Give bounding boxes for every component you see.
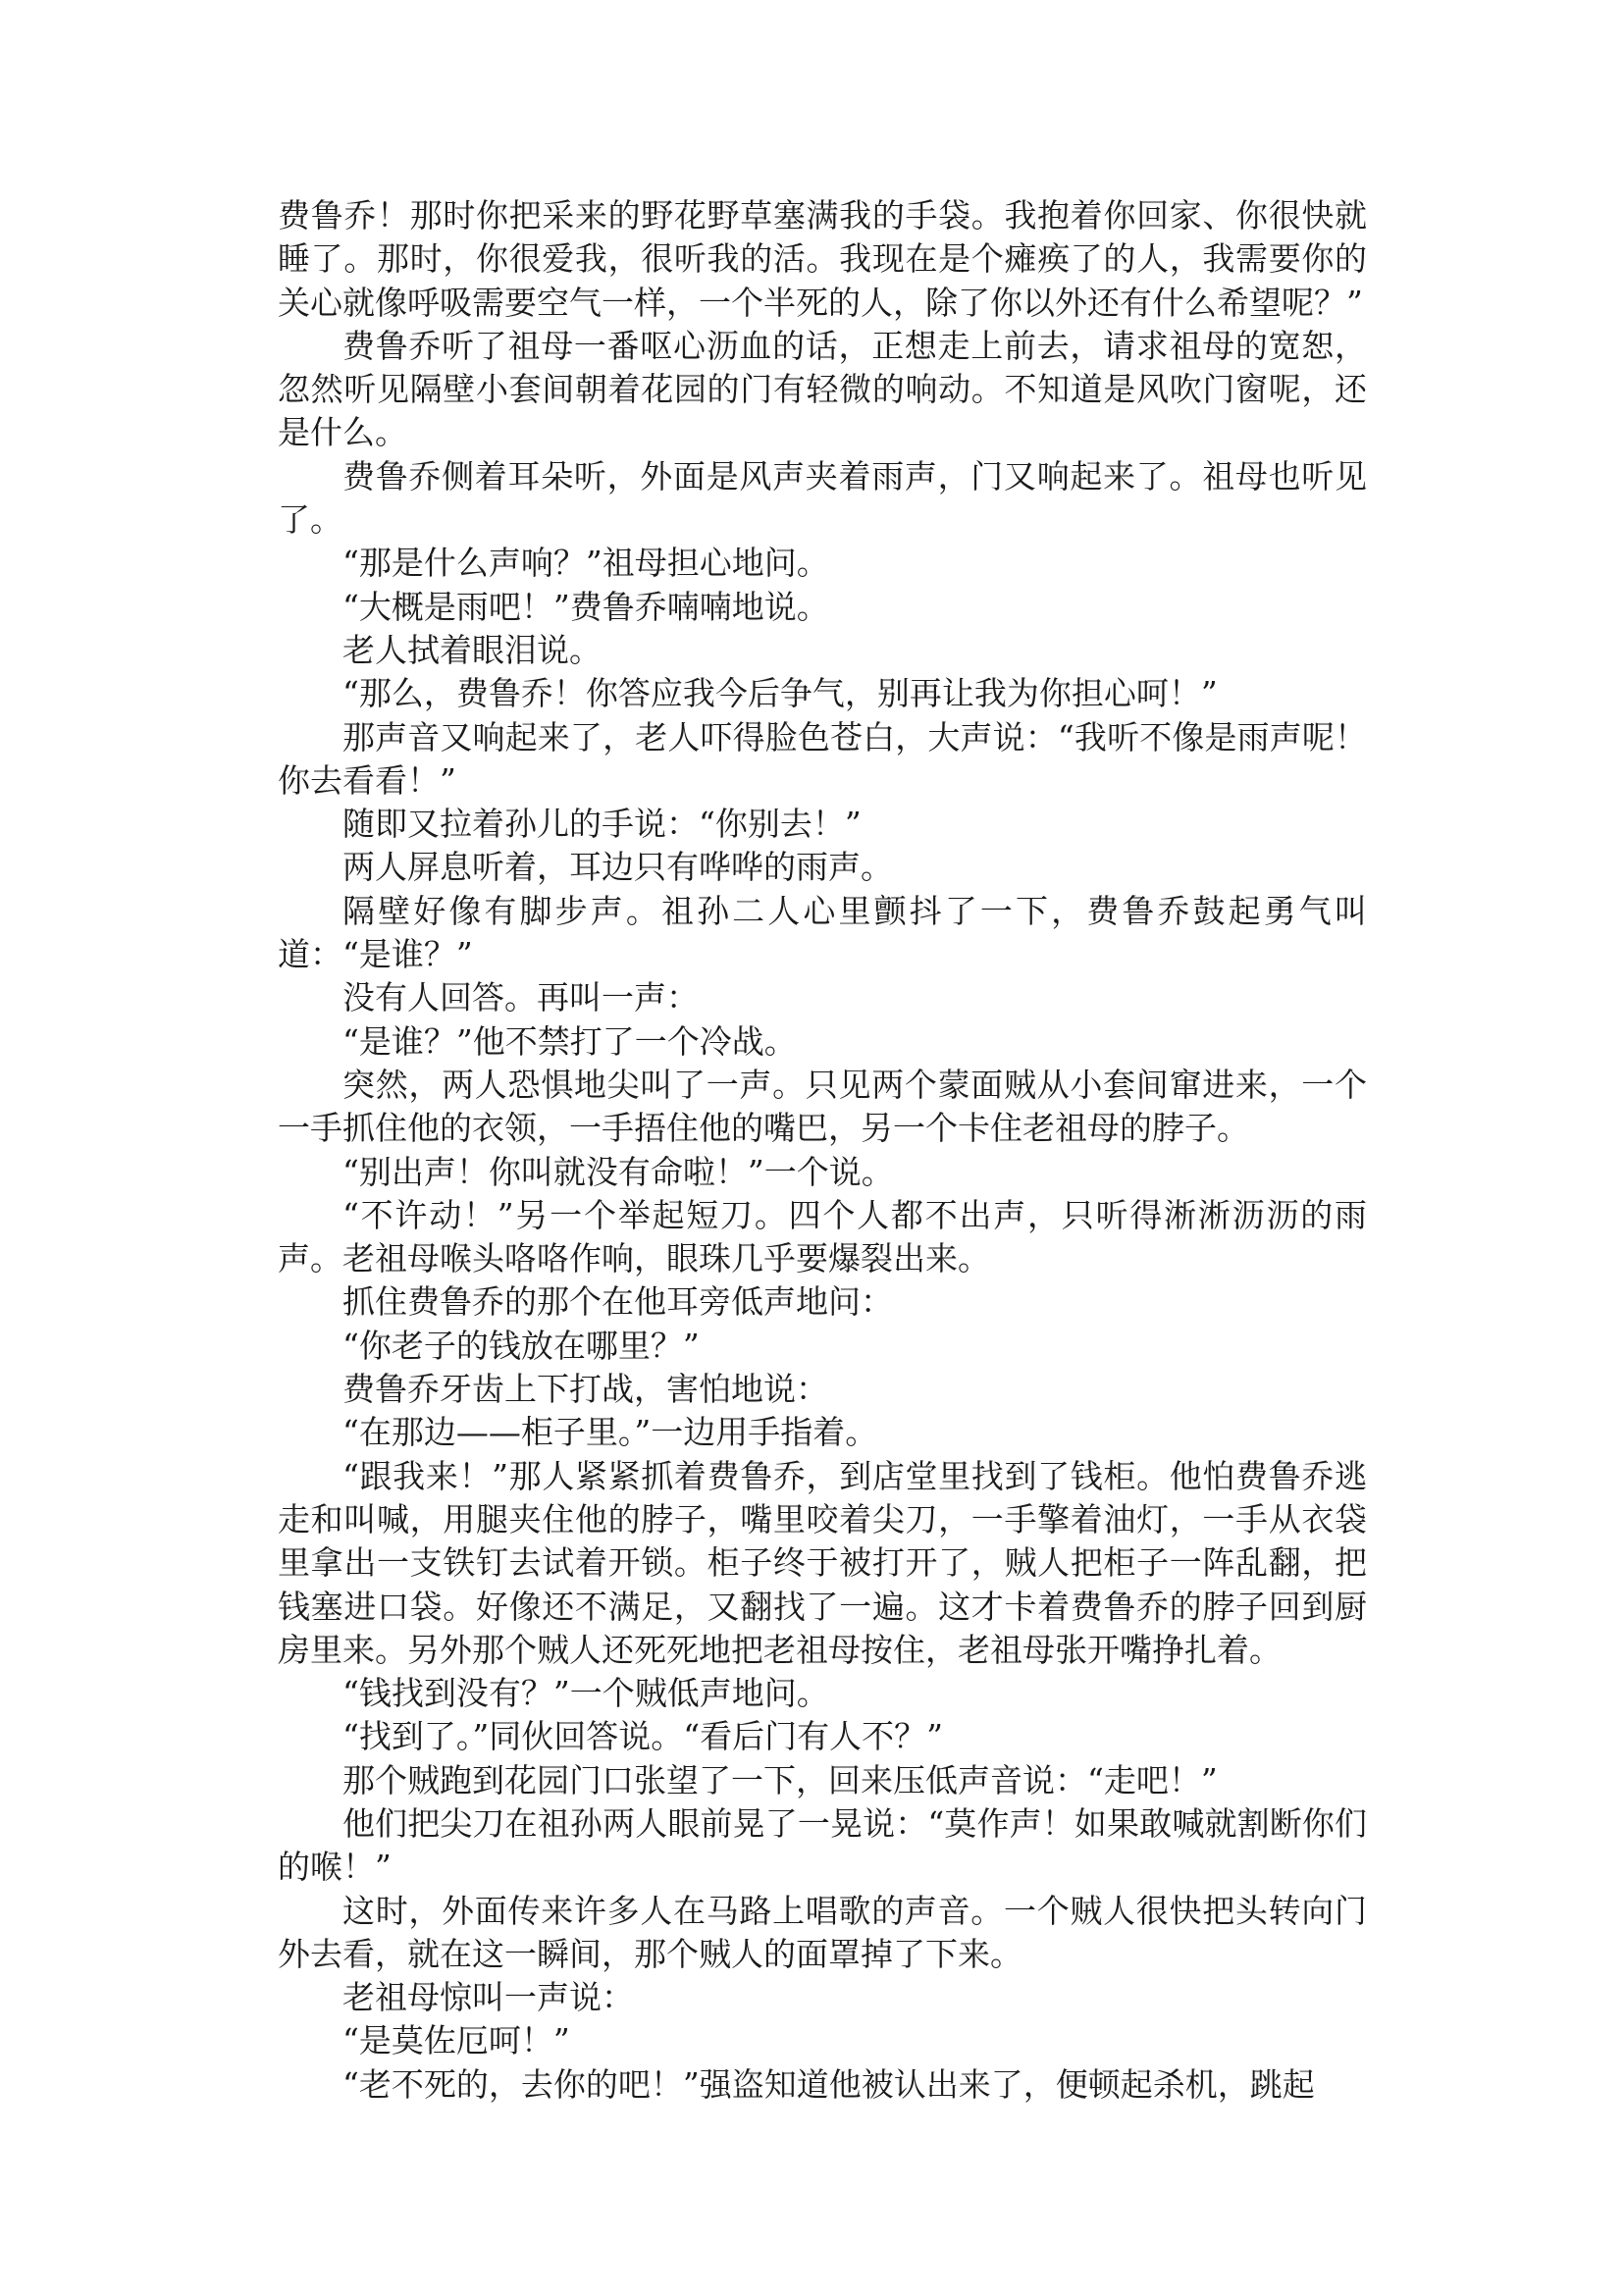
paragraph: 费鲁乔侧着耳朵听，外面是风声夹着雨声，门又响起来了。祖母也听见了。 [278,456,1367,540]
paragraph: 没有人回答。再叫一声： [342,978,699,1017]
paragraph: 老人拭着眼泪说。 [342,630,602,669]
paragraph: 那声音又响起来了，老人吓得脸色苍白，大声说：“我听不像是雨声呢！你去看看！” [278,717,1367,800]
paragraph: 老祖母惊叫一声说： [342,1978,634,2017]
paragraph: 这时，外面传来许多人在马路上唱歌的声音。一个贼人很快把头转向门外去看，就在这一瞬间，那个贼人的面罩掉了下来。 [278,1891,1367,1973]
paragraph: “是谁？”他不禁打了一个冷战。 [342,1021,797,1061]
paragraph: 费鲁乔牙齿上下打战，害怕地说： [342,1370,828,1409]
paragraph: 费鲁乔听了祖母一番呕心沥血的话，正想走上前去，请求祖母的宽恕，忽然听见隔壁小套间朝着花园的门有轻微的响动。不知道是风吹门窗呢，还是什么。 [278,326,1367,452]
paragraph: “在那边——柜子里。”一边用手指着。 [342,1413,878,1452]
paragraph: “钱找到没有？”一个贼低声地问。 [342,1674,829,1713]
paragraph: 隔壁好像有脚步声。祖孙二人心里颤抖了一下，费鲁乔鼓起勇气叫道：“是谁？” [278,891,1367,974]
story-text [278,194,1367,2107]
paragraph: “那是什么声响？”祖母担心地问。 [342,544,829,583]
paragraph: “是莫佐厄呵！” [342,2021,570,2060]
paragraph: “别出声！你叫就没有命啦！”一个说。 [342,1152,894,1191]
paragraph: “不许动！”另一个举起短刀。四个人都不出声，只听得淅淅沥沥的雨声。老祖母喉头咯咯作响，眼珠几乎要爆裂出来。 [278,1195,1367,1278]
paragraph: 随即又拉着孙儿的手说：“你别去！” [342,805,862,844]
paragraph: “大概是雨吧！”费鲁乔喃喃地说。 [342,587,829,626]
paragraph: “那么，费鲁乔！你答应我今后争气，别再让我为你担心呵！” [342,674,1218,713]
paragraph: 费鲁乔！那时你把采来的野花野草塞满我的手袋。我抱着你回家、你很快就睡了。那时，你很爱我，很听我的活。我现在是个瘫痪了的人，我需要你的关心就像呼吸需要空气一样，一个半死的人，除了你以外还有什么希望呢？” [278,196,1367,322]
paragraph: “老不死的，去你的吧！”强盗知道他被认出来了，便顿起杀机，跳起 [342,2064,1315,2104]
paragraph: 抓住费鲁乔的那个在他耳旁低声地问： [342,1282,893,1322]
paragraph: 那个贼跑到花园门口张望了一下，回来压低声音说：“走吧！” [342,1760,1218,1799]
paragraph: “你老子的钱放在哪里？” [342,1326,700,1365]
paragraph: “找到了。”同伙回答说。“看后门有人不？” [342,1717,943,1756]
paragraph: 突然，两人恐惧地尖叫了一声。只见两个蒙面贼从小套间窜进来，一个一手抓住他的衣领，一手捂住他的嘴巴，另一个卡住老祖母的脖子。 [278,1065,1367,1148]
paragraph: 他们把尖刀在祖孙两人眼前晃了一晃说：“莫作声！如果敢喊就割断你们的喉！” [278,1803,1367,1887]
paragraph: “跟我来！”那人紧紧抓着费鲁乔，到店堂里找到了钱柜。他怕费鲁乔逃走和叫喊，用腿夹住他的脖子，嘴里咬着尖刀，一手擎着油灯，一手从衣袋里拿出一支铁钉去试着开锁。柜子终于被打开了，贼人把柜子一阵乱翻，把钱塞进口袋。好像还不满足，又翻找了一遍。这才卡着费鲁乔的脖子回到厨房里来。另外那个贼人还死死地把老祖母按住，老祖母张开嘴挣扎着。 [278,1456,1367,1669]
paragraph: 两人屏息听着，耳边只有哗哗的雨声。 [342,848,893,887]
